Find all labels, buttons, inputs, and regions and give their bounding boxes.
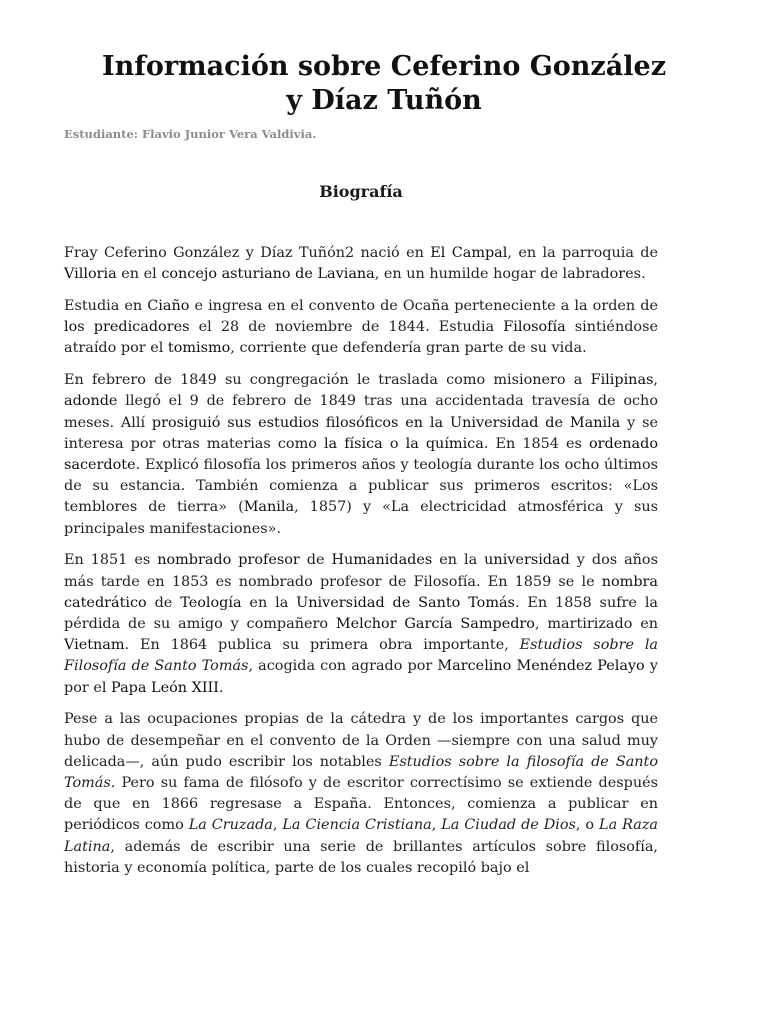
p1-text: , en un humilde hogar de labradores.: [374, 266, 646, 283]
p4-text: En 1851 es: [64, 552, 158, 569]
p4-text: en la: [432, 552, 485, 569]
p5-text: , además de escribir una serie de brillantes artículos sobre filosofía, historia y economía política, parte de los cuales recopiló bajo el: [64, 838, 658, 876]
periodical-title: La Ciencia Cristiana: [282, 817, 432, 834]
link-universidad-manila[interactable]: prosiguió sus estudios filosóficos en la Universidad de Manila: [151, 414, 621, 431]
p5-text: , o: [575, 817, 600, 834]
p4-text: , martirizado en: [534, 616, 658, 633]
title-line-1: Información sobre Ceferino González: [101, 51, 667, 82]
p4-text: , acogida con agrado por: [248, 658, 438, 675]
link-papa-leon-xiii[interactable]: Papa León XIII: [111, 679, 219, 696]
p5-text: Pese a las ocupaciones propias de la cátedra y de los importantes cargos que hubo de desempeñar en el convento de la Orden —siempre con una salud muy delicada—, aún pudo escribir los notables: [64, 711, 658, 770]
link-ciano[interactable]: Ciaño: [147, 298, 190, 314]
link-predicadores[interactable]: los predicadores: [64, 319, 190, 336]
p2-text: sintiéndose atraído por el: [64, 319, 658, 357]
periodical-title: La Raza Latina: [64, 817, 658, 855]
link-nombra-catedratico[interactable]: nombra catedrático: [64, 573, 658, 611]
periodical-title: La Cruzada: [188, 817, 273, 834]
student-name: Estudiante: Flavio Junior Vera Valdivia.: [64, 127, 317, 141]
link-teologia[interactable]: Teología: [180, 594, 242, 611]
link-melchor-garcia-sampedro[interactable]: Melchor García Sampedro: [335, 616, 535, 633]
p4-text: y por el: [64, 658, 658, 696]
link-adonde[interactable]: adonde: [64, 393, 118, 410]
p2-text: , corriente que defendería gran parte de su vida.: [230, 340, 587, 357]
p3-text: . Explicó filosofía los primeros años y teología durante los ocho últimos de su estancia. También comienza a publicar sus primeros escritos: «Los temblores de tierra» (: [64, 457, 658, 516]
p1-text: en el: [116, 266, 162, 283]
link-nombrado-profesor[interactable]: nombrado profesor: [157, 552, 300, 569]
link-tomismo[interactable]: tomismo: [167, 340, 231, 357]
p4-text: . En 1864 publica su primera obra importante,: [124, 637, 520, 654]
link-menendez-pelayo[interactable]: Marcelino Menéndez Pelayo: [437, 658, 645, 675]
link-ordenado-sacerdote[interactable]: ordenado sacerdote: [64, 435, 658, 474]
document-title: [60, 50, 708, 118]
paragraph-4: [64, 550, 658, 698]
link-filosofia[interactable]: Filosofía: [503, 319, 566, 336]
link-universidad-santo-tomas[interactable]: Universidad de Santo Tomás: [296, 594, 515, 611]
p4-text: de: [146, 594, 181, 611]
link-filipinas[interactable]: Filipinas: [590, 372, 654, 389]
p3-text: . En 1854 es: [483, 435, 589, 452]
p5-text: . Pero su fama de filósofo y de escritor correctísimo se extiende después de que en 1866 regresase a España. Entonces, comienza a publicar en periódicos como: [64, 775, 658, 834]
link-humanidades[interactable]: Humanidades: [331, 552, 433, 569]
p2-text: e ingresa en el convento de Ocaña perteneciente a la orden de: [189, 298, 658, 314]
document-body: [64, 243, 658, 890]
link-vietnam[interactable]: Vietnam: [64, 637, 125, 654]
link-fisica[interactable]: la física: [323, 435, 383, 452]
link-concejo-laviana[interactable]: concejo asturiano de Laviana: [161, 266, 375, 283]
p4-text: y dos años más tarde en 1853 es nombrado profesor de Filosofía. En 1859 se le: [64, 552, 658, 590]
paragraph-1: [64, 243, 658, 285]
link-villoria[interactable]: Villoria: [64, 266, 117, 283]
p3-text: y se interesa por otras materias como: [64, 414, 658, 452]
paragraph-5: [64, 709, 658, 879]
paragraph-3: [64, 370, 658, 540]
p1-text: Fray Ceferino González y Díaz Tuñón2 nació en: [64, 245, 431, 261]
p4-text: . En 1858 sufre la pérdida de su amigo y compañero: [64, 594, 658, 633]
p1-text: , en la parroquia de: [507, 245, 659, 261]
p4-text: .: [218, 679, 224, 696]
p2-text: Estudia en: [64, 298, 148, 314]
title-line-2: y Díaz Tuñón: [286, 85, 482, 116]
book-title: Estudios sobre la Filosofía de Santo Tomás: [64, 637, 658, 675]
p3-text: llegó el 9 de febrero de 1849 tras una accidentada travesía de ocho meses. Allí: [64, 393, 658, 431]
link-universidad[interactable]: universidad: [484, 552, 570, 569]
p3-text: En febrero de 1849 su congregación le traslada como misionero a: [64, 372, 591, 389]
p5-text: ,: [431, 817, 442, 834]
p4-text: en la: [241, 594, 297, 611]
p2-text: el 28 de noviembre de 1844. Estudia: [189, 319, 504, 336]
link-el-campal[interactable]: El Campal: [430, 245, 508, 261]
link-quimica[interactable]: la química: [405, 435, 484, 452]
p3-text: o: [382, 435, 406, 452]
section-heading: Biografía: [319, 182, 403, 201]
p3-text: ,: [653, 372, 658, 389]
paragraph-2: [64, 296, 658, 360]
p4-text: de: [299, 552, 332, 569]
book-title: Estudios sobre la filosofía de Santo Tomás: [64, 753, 658, 792]
p3-text: , 1857) y «La electricidad atmosférica y sus principales manifestaciones».: [64, 499, 658, 537]
p5-text: ,: [272, 817, 283, 834]
periodical-title: La Ciudad de Dios: [441, 817, 576, 834]
link-manila[interactable]: Manila: [243, 499, 295, 516]
